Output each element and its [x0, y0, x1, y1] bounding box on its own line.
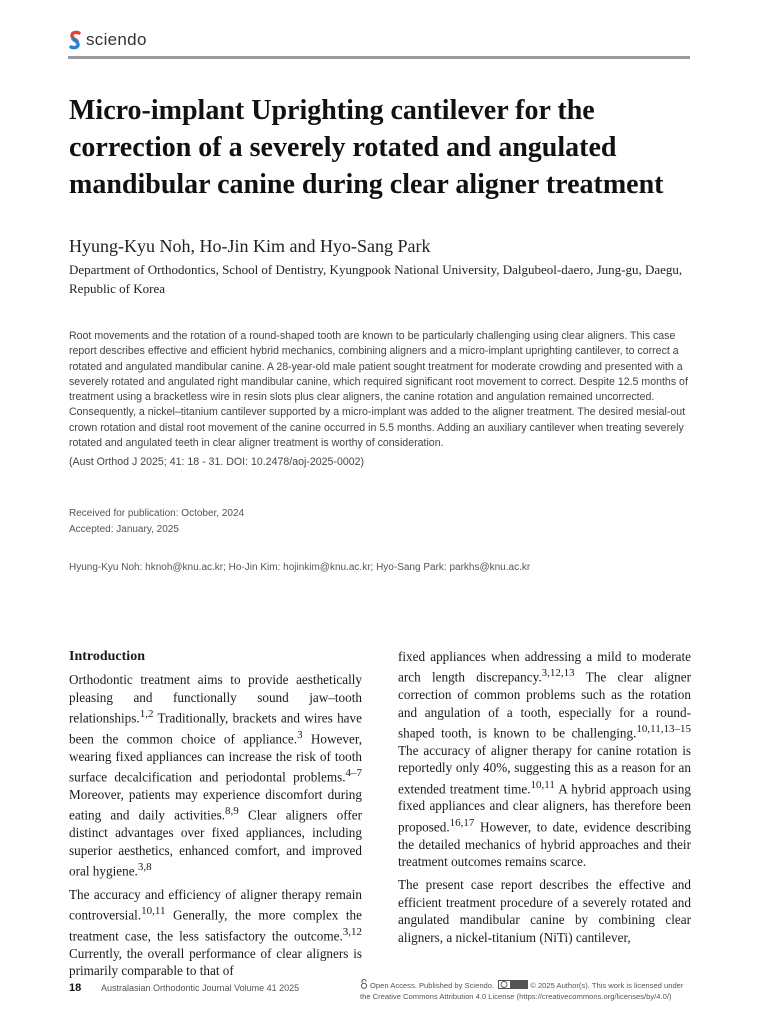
page-number: 18: [69, 982, 82, 994]
citation-ref: 16,17: [449, 816, 475, 829]
citation-ref: 10,11: [141, 905, 166, 918]
journal-name: Australasian Orthodontic Journal Volume 41 2025: [101, 983, 300, 993]
article-title: Micro-implant Uprighting cantilever for the correction of a severely rotated and angulated mandibular canine during clear aligner treatment: [69, 95, 664, 200]
accepted-date: Accepted: January, 2025: [69, 524, 179, 535]
license-notice: [360, 979, 700, 1002]
section-heading-introduction: Introduction: [69, 649, 145, 664]
publication-dates: [69, 506, 244, 538]
citation-ref: 3,12: [342, 926, 362, 939]
open-access-lock-icon: [360, 979, 368, 989]
article-authors: Hyung-Kyu Noh, Ho-Jin Kim and Hyo-Sang Park: [69, 236, 431, 256]
paragraph: fixed appliances when addressing a mild to moderate arch length discrepancy.$^{3,12,13}$ The clear aligner correction of common problems such as the rotation and angulation of a tooth, especially for a round-shaped tooth, is known to be challenging.$^{10,11,13-15}$ The accuracy of aligner therapy for canine rotation is reportedly only 40%, suggesting this as a reason for an extended treatment time.$^{10,11}$ A hybrid approach using fixed appliances and clear aligners, has therefore been proposed.$^{16,17}$ However, to date, evidence describing the detailed mechanics of hybrid approaches and their treatment outcomes remains scarce.: [398, 649, 691, 870]
header-rule: [68, 56, 690, 59]
citation-ref: 1,2: [139, 708, 154, 721]
brand: [68, 30, 147, 50]
brand-name: sciendo: [86, 30, 147, 49]
paragraph: Orthodontic treatment aims to provide aesthetically pleasing and functionally sound jaw–tooth relationships.$^{1,2}$ Traditionally, brackets and wires have been the common choice of appliance.$^3$ However, wearing fixed appliances can increase the risk of tooth surface decalcification and periodontal problems.$^{4-7}$ Moreover, patients may experience discomfort during eating and daily activities.$^{8,9}$ Clear aligners offer distinct advantages over fixed appliances, including superior aesthetics, enhanced comfort, and improved oral hygiene.$^{3,8}$: [69, 672, 362, 879]
paragraph: The present case report describes the effective and efficient treatment procedure of a severely rotated and angulated mandibular canine by combining clear aligners, a nickel-titanium (NiTi) cantilever,: [398, 877, 691, 945]
citation-ref: 10,11: [530, 778, 555, 791]
open-access-text: Open Access. Published by Sciendo.: [370, 981, 495, 990]
body-column-left: [69, 648, 362, 986]
copyright-text: © 2025 Author(s). This work is licensed under: [530, 981, 684, 990]
citation-ref: 4–7: [345, 767, 362, 780]
citation-ref: 3: [297, 729, 303, 742]
author-emails: Hyung-Kyu Noh: hknoh@knu.ac.kr; Ho-Jin Kim: hojinkim@knu.ac.kr; Hyo-Sang Park: parkhs@knu.ac.kr: [69, 562, 531, 573]
citation-ref: 8,9: [225, 805, 239, 818]
body-column-right: [398, 648, 691, 952]
abstract: Root movements and the rotation of a round-shaped tooth are known to be particularly challenging using clear aligners. This case report describes effective and efficient hybrid mechanics, combining aligners and a micro-implant uprighting cantilever, to correct a rotated and angulated mandibular canine. A 28-year-old male patient sought treatment for moderate crowding and presented with a severely rotated and angulated right mandibular canine, which required significant root movement to correct. Despite 12.5 months of treatment using a bracketless wire in resin slots plus clear aligners, the canine rotation and angulation remained uncorrected. Consequently, a nickel–titanium cantilever supported by a micro-implant was added to the aligner treatment. The desired mesial-out crown rotation and distal root movement of the canine occurred in 5.5 months. Adding an auxiliary cantilever when treating severely rotated and angulated teeth in clear aligner treatment is worthy of consideration.: [69, 330, 688, 450]
paragraph: The accuracy and efficiency of aligner therapy remain controversial.$^{10,11}$ Generally, the more complex the treatment case, the less satisfactory the outcome.$^{3,12}$ Currently, the overall performance of clear aligners is primarily comparable to that of: [69, 886, 362, 979]
license-url-text: the Creative Commons Attribution 4.0 License (https://creativecommons.org/licenses/by/4.0/): [360, 992, 672, 1001]
cc-by-badge-icon: [498, 980, 528, 989]
citation-ref: 3,12,13: [541, 667, 575, 680]
received-date: Received for publication: October, 2024: [69, 508, 245, 519]
citation-ref: 10,11,13–15: [636, 723, 691, 736]
sciendo-logo-icon: [68, 30, 82, 50]
citation-ref: 3,8: [137, 861, 152, 874]
citation: (Aust Orthod J 2025; 41: 18 - 31. DOI: 10.2478/aoj-2025-0002): [69, 456, 365, 468]
author-affiliation: Department of Orthodontics, School of Dentistry, Kyungpook National University, Dalgubeol-daero, Jung-gu, Daegu, Republic of Korea: [69, 262, 683, 296]
